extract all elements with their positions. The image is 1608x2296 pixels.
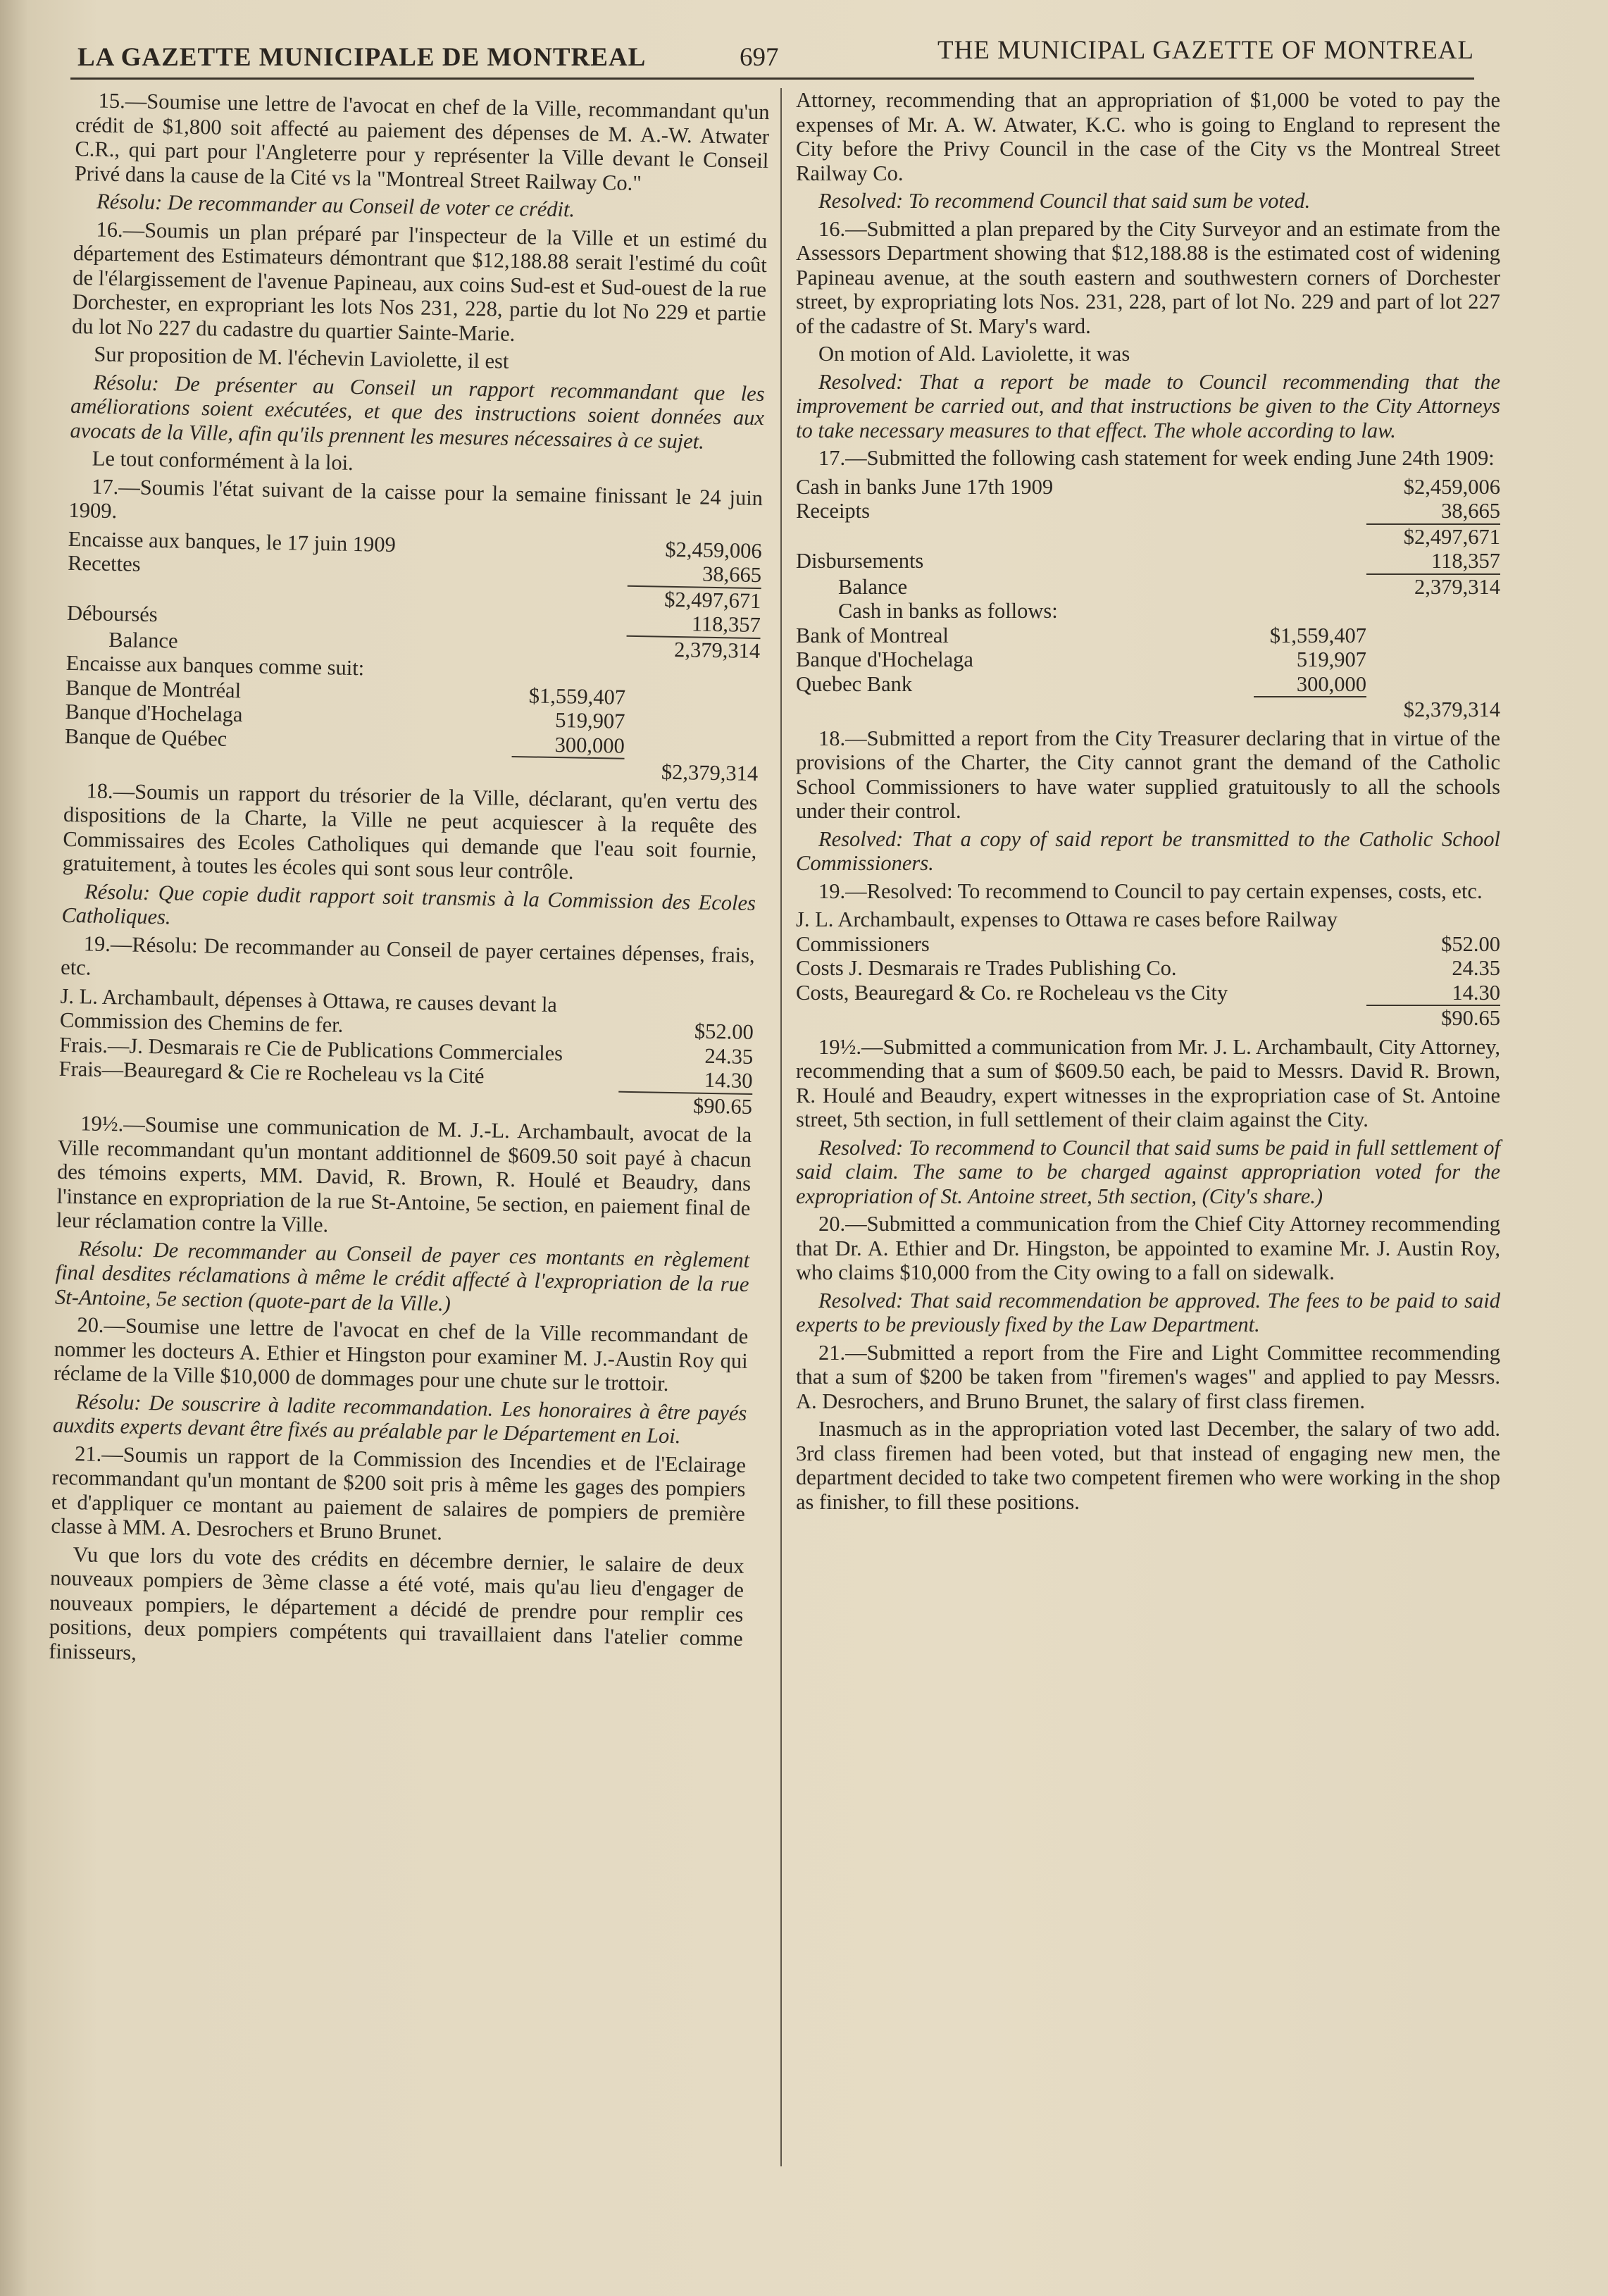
cash-value: 118,357 bbox=[691, 612, 761, 638]
cash-value: 2,379,314 bbox=[1414, 574, 1500, 599]
item-15-resolution-en: Resolved: To recommend Council that said sum be voted. bbox=[818, 189, 1311, 213]
expenses-en bbox=[796, 907, 1500, 1031]
bank-name: Banque d'Hochelaga bbox=[65, 699, 243, 727]
cash-statement-en bbox=[796, 475, 1500, 722]
item-18-fr: 18.—Soumis un rapport du trésorier de la Ville, déclarant, qu'en vertu des dispositions de la Charte, la Ville ne peut acquiescer à la requête des Commissaires des Ecoles Catholiques qui demande que l'eau soit fournie, gratuitement, à toutes les écoles qui sont sous leur contrôle. bbox=[62, 778, 758, 884]
expense-value: 14.30 bbox=[704, 1067, 753, 1093]
expense-value: 14.30 bbox=[1452, 980, 1500, 1005]
expense-value: $52.00 bbox=[694, 1019, 754, 1044]
item-19-fr: 19.—Résolu: De recommander au Conseil de payer certaines dépenses, frais, etc. bbox=[60, 931, 755, 980]
item-21-fr: 21.—Soumis un rapport de la Commission des Incendies et de l'Eclairage recommandant qu'un montant de $200 soit pris à même les gages des pompiers et d'appliquer ce montant au paiement de salaires de pompiers de première classe à MM. A. Desrochers et Bruno Brunet. bbox=[51, 1441, 747, 1545]
cash-statement-fr bbox=[64, 526, 762, 786]
bank-amount: 519,907 bbox=[555, 708, 625, 733]
item-18-resolution-fr: Résolu: Que copie dudit rapport soit transmis à la Commission des Ecoles Catholiques. bbox=[61, 879, 756, 929]
expense-label: J. L. Archambault, expenses to Ottawa re cases before Railway Commissioners bbox=[796, 907, 1338, 956]
cash-value: $2,459,006 bbox=[665, 537, 762, 563]
item-19-half-fr: 19½.—Soumise une communication de M. J.-L. Archambault, avocat de la Ville recommandant qu'un montant additionnel de $609.50 soit payé à chacun des témoins experts, MM. David, R. Brown, R. Houlé et Beaudry, dans l'instance en expropriation de la rue St-Antoine, 5e section, en paiement final de leur réclamation contre la Ville. bbox=[56, 1111, 752, 1237]
bank-total: $2,379,314 bbox=[1403, 697, 1500, 721]
cash-label: Déboursés bbox=[66, 600, 158, 627]
header-title-english: THE MUNICIPAL GAZETTE OF MONTREAL bbox=[937, 36, 1474, 65]
item-16-fr: 16.—Soumis un plan préparé par l'inspecteur de la Ville et un estimé du département des Estimateurs démontrant que $12,188.88 serait l'estimé du coût de l'élargissement de l'avenue Papineau, aux coins Sud-est et Sud-ouest de la rue Dorchester, en expropriant les lots Nos 231, 228, partie du lot No 229 et partie du lot No 227 du cadastre du quartier Sainte-Marie. bbox=[71, 217, 768, 346]
cash-label: Recettes bbox=[67, 550, 141, 576]
expense-label: Costs, Beauregard & Co. re Rocheleau vs the City bbox=[796, 980, 1228, 1005]
item-20-en: 20.—Submitted a communication from the Chief City Attorney recommending that Dr. A. Ethier and Dr. Hingston, be appointed to examine Mr. J. Austin Roy, who claims $10,000 from the City owing to a fall on sidewalk. bbox=[796, 1212, 1500, 1284]
cash-value: 118,357 bbox=[1431, 549, 1500, 573]
cash-label: Receipts bbox=[796, 499, 871, 523]
french-column bbox=[49, 88, 770, 1679]
page-number: 697 bbox=[740, 43, 779, 72]
cash-label: Cash in banks June 17th 1909 bbox=[796, 474, 1054, 499]
item-18-resolution-en: Resolved: That a copy of said report be transmitted to the Catholic School Commissioners. bbox=[796, 826, 1500, 875]
expense-total: $90.65 bbox=[1441, 1006, 1500, 1030]
bank-total: $2,379,314 bbox=[661, 759, 759, 786]
cash-label: Encaisse aux banques comme suit: bbox=[66, 650, 365, 681]
item-20-resolution-fr: Résolu: De souscrire à ladite recommandation. Les honoraires à être payés auxdits experts devant être fixés au préalable par le Département en Loi. bbox=[52, 1389, 747, 1448]
bank-name: Quebec Bank bbox=[796, 671, 913, 696]
item-18-en: 18.—Submitted a report from the City Treasurer declaring that in virtue of the provisions of the Charter, the City cannot grant the demand of the Catholic School Commissioners to have water supplied gratuitously to all the schools under their control. bbox=[796, 726, 1500, 823]
cash-value: 38,665 bbox=[1441, 499, 1500, 523]
bank-amount: $1,559,407 bbox=[1269, 623, 1366, 647]
expense-value: $52.00 bbox=[1441, 931, 1500, 956]
cash-value: 38,665 bbox=[702, 561, 762, 588]
cash-value: 2,379,314 bbox=[673, 637, 761, 663]
cash-label: Encaisse aux banques, le 17 juin 1909 bbox=[68, 526, 397, 557]
cash-value: $2,459,006 bbox=[1403, 474, 1500, 499]
column-divider bbox=[780, 88, 782, 2166]
english-column bbox=[796, 88, 1500, 1518]
bank-amount: 519,907 bbox=[1296, 647, 1366, 671]
item-16-motion-fr: Sur proposition de M. l'échevin Laviolette, il est bbox=[94, 342, 509, 373]
item-16-resolution-en: Resolved: That a report be made to Council recommending that the improvement be carried out, and that instructions be given to the City Attorneys to take necessary measures to that effect. The whole according to law. bbox=[796, 369, 1500, 442]
expense-label: Frais—Beauregard & Cie re Rocheleau vs la Cité bbox=[58, 1056, 485, 1088]
item-19-en: 19.—Resolved: To recommend to Council to pay certain expenses, costs, etc. bbox=[818, 879, 1483, 903]
item-20-fr: 20.—Soumise une lettre de l'avocat en chef de la Ville recommandant de nommer les docteurs A. Ethier et Hingston pour examiner M. J.-Austin Roy qui réclame de la Ville $10,000 de dommages pour une chute sur le trottoir. bbox=[53, 1313, 749, 1396]
item-19-half-en: 19½.—Submitted a communication from Mr. J. L. Archambault, City Attorney, recommending that a sum of $609.50 each, be paid to Messrs. David R. Brown, R. Houlé and Beaudry, expert witnesses in the expropriation case of St. Antoine street, 5th section, in full settlement of their claim against the City. bbox=[796, 1034, 1500, 1131]
bank-amount: 300,000 bbox=[1296, 671, 1366, 696]
item-16-resolution-fr: Résolu: De présenter au Conseil un rapport recommandant que les améliorations soient exécutées, et que des instructions soient données aux avocats de la Ville, afin qu'ils prennent les mesures nécessaires à ce sujet. bbox=[70, 369, 765, 454]
item-17-fr: 17.—Soumis l'état suivant de la caisse pour la semaine finissant le 24 juin 1909. bbox=[68, 473, 764, 523]
item-16-motion-en: On motion of Ald. Laviolette, it was bbox=[818, 342, 1130, 366]
item-17-en: 17.—Submitted the following cash statement for week ending June 24th 1909: bbox=[818, 446, 1495, 470]
bank-amount: 300,000 bbox=[554, 732, 625, 758]
item-21-note-fr: Vu que lors du vote des crédits en décembre dernier, le salaire de deux nouveaux pompiers de 3ème classe a été voté, mais qu'au lieu d'engager de nouveaux pompiers, le département a décidé de prendre pour remplir ces positions, deux pompiers compétents qui travaillaient dans l'atelier comme finisseurs, bbox=[48, 1541, 744, 1665]
expense-label: J. L. Archambault, dépenses à Ottawa, re causes devant la Commission des Chemins de fer. bbox=[59, 983, 558, 1037]
item-15-resolution-fr: Résolu: De recommander au Conseil de voter ce crédit. bbox=[96, 189, 575, 222]
expenses-fr bbox=[58, 983, 754, 1119]
expense-total: $90.65 bbox=[692, 1093, 753, 1119]
bank-name: Banque de Montréal bbox=[65, 675, 242, 702]
item-21-en: 21.—Submitted a report from the Fire and Light Committee recommending that a sum of $200 be taken from "firemen's wages" and applied to pay Messrs. A. Desrochers, and Bruno Brunet, the salary of first class firemen. bbox=[796, 1340, 1500, 1413]
item-21-note-en: Inasmuch as in the appropriation voted last December, the salary of two add. 3rd class firemen had been voted, but that instead of engaging new men, the department decided to take two competent firemen who were working in the shop as finisher, to fill these positions. bbox=[796, 1417, 1500, 1514]
cash-subtotal: $2,497,671 bbox=[1403, 524, 1500, 549]
cash-subtotal: $2,497,671 bbox=[663, 587, 761, 613]
expense-value: 24.35 bbox=[704, 1043, 754, 1069]
bank-amount: $1,559,407 bbox=[528, 683, 626, 709]
item-15-en: Attorney, recommending that an appropriation of $1,000 be voted to pay the expenses of Mr. A. W. Atwater, K.C. who is going to England to represent the City before the Privy Council in the case of the City vs the Montreal Street Railway Co. bbox=[796, 88, 1500, 185]
header-title-french: LA GAZETTE MUNICIPALE DE MONTREAL bbox=[77, 43, 647, 72]
item-16-tail-fr: Le tout conformément à la loi. bbox=[92, 446, 354, 475]
item-15-fr: 15.—Soumise une lettre de l'avocat en chef de la Ville, recommandant qu'un crédit de $1,800 soit affecté au paiement des dépenses de M. A.-W. Atwater C.R., qui part pour l'Angleterre pour y représenter la Ville devant le Conseil Privé dans la cause de la Cité vs la "Montreal Street Railway Co." bbox=[74, 88, 770, 195]
item-19-half-resolution-en: Resolved: To recommend to Council that said sums be paid in full settlement of said claim. The same to be charged against appropriation voted for the expropriation of St. Antoine street, 5th section, (City's share.) bbox=[796, 1135, 1500, 1208]
item-19-half-resolution-fr: Résolu: De recommander au Conseil de payer ces montants en règlement final desdites réclamations à même le crédit affecté à l'expropriation de la rue St-Antoine, 5e section (quote-part de la Ville.) bbox=[54, 1236, 750, 1316]
bank-name: Banque de Québec bbox=[64, 724, 228, 751]
expense-label: Frais.—J. Desmarais re Cie de Publications Commerciales bbox=[59, 1032, 563, 1065]
cash-label: Cash in banks as follows: bbox=[838, 599, 1058, 623]
cash-label: Balance bbox=[108, 627, 178, 653]
bank-name: Banque d'Hochelaga bbox=[796, 647, 973, 671]
item-16-en: 16.—Submitted a plan prepared by the City Surveyor and an estimate from the Assessors Department showing that $12,188.88 is the estimated cost of widening Papineau avenue, at the south eastern and southwestern corners of Dorchester street, by expropriating lots Nos. 231, 228, part of lot No. 229 and part of lot 227 of the cadastre of St. Mary's ward. bbox=[796, 216, 1500, 338]
item-20-resolution-en: Resolved: That said recommendation be approved. The fees to be paid to said experts to be previously fixed by the Law Department. bbox=[796, 1288, 1500, 1336]
expense-value: 24.35 bbox=[1452, 956, 1500, 980]
bank-name: Bank of Montreal bbox=[796, 623, 949, 647]
page-header bbox=[70, 28, 1474, 80]
cash-label: Balance bbox=[838, 574, 908, 599]
cash-label: Disbursements bbox=[796, 549, 924, 573]
expense-label: Costs J. Desmarais re Trades Publishing Co. bbox=[796, 956, 1177, 980]
